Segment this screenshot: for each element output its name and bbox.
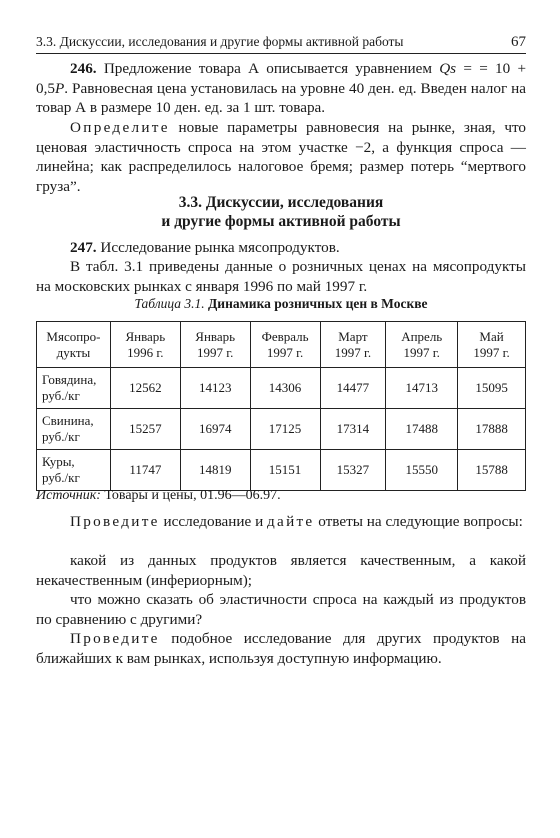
header-cell-mar-1997: Март 1997 г. (320, 322, 386, 368)
row-label-chicken: Куры, руб./кг (37, 450, 111, 491)
table-caption (36, 296, 526, 312)
final-task (36, 629, 526, 668)
table-cell: 12562 (110, 368, 180, 409)
table-cell: 14306 (250, 368, 320, 409)
table-cell: 15257 (110, 409, 180, 450)
table-cell: 14819 (180, 450, 250, 491)
table-source (36, 488, 526, 504)
problem-246-task (36, 118, 526, 196)
table-cell: 11747 (110, 450, 180, 491)
table-cell: 14713 (386, 368, 458, 409)
problem-246-statement (36, 59, 526, 118)
lead-verb-1: Проведите (70, 513, 160, 530)
section-heading-line2: и другие формы активной работы (161, 213, 401, 230)
table-caption-label: Таблица 3.1. (134, 296, 205, 311)
table-cell: 15788 (458, 450, 526, 491)
p-symbol: P (54, 79, 65, 97)
table-cell: 15327 (320, 450, 386, 491)
problem-247-number: 247. (70, 239, 97, 256)
qs-symbol: Qs (439, 60, 457, 77)
table-row-beef (37, 368, 526, 409)
problem-246-task-text: новые параметры равновесия на рынке, зная, что ценовая эластичность спроса на этом участке −2, а функция спроса — линейна; как распределилось налоговое бремя; размер потерь “мертвого груза”. (36, 119, 526, 195)
final-task-text: подобное исследование для других продуктов на ближайших к вам рынках, используя доступную информацию. (36, 630, 526, 667)
row-label-beef: Говядина, руб./кг (37, 368, 111, 409)
table-cell: 17314 (320, 409, 386, 450)
table-cell: 14123 (180, 368, 250, 409)
problem-247-description: В табл. 3.1 приведены данные о розничных ценах на мясопродукты на московских рынках с января 1996 по май 1997 г. (36, 258, 526, 295)
header-cell-jan-1997: Январь 1997 г. (180, 322, 250, 368)
lead-mid: исследование и (163, 513, 264, 530)
header-cell-may-1997: Май 1997 г. (458, 322, 526, 368)
table-cell: 17888 (458, 409, 526, 450)
questions-lead (36, 512, 526, 532)
question-1: какой из данных продуктов является качественным, а какой некачественным (инфериорным); (36, 552, 526, 589)
header-cell-apr-1997: Апрель 1997 г. (386, 322, 458, 368)
page-number: 67 (511, 34, 526, 50)
table-row-chicken (37, 450, 526, 491)
row-label-pork: Свинина, руб./кг (37, 409, 111, 450)
table-cell: 17488 (386, 409, 458, 450)
price-table (36, 321, 526, 491)
table-cell: 14477 (320, 368, 386, 409)
table-caption-title: Динамика розничных цен в Москве (208, 296, 428, 311)
problem-246-intro: Предложение товара А описывается уравнением (103, 60, 432, 77)
lead-verb-2: дайте (267, 513, 315, 530)
running-head (36, 34, 526, 51)
equation-rest: = = 10 + 0,5 (36, 60, 527, 97)
task-verb: Определите (70, 119, 170, 136)
problem-247-title: Исследование рынка мясопродуктов. (100, 239, 340, 256)
problem-247-heading (36, 238, 526, 258)
header-cell-products: Мясопро- дукты (37, 322, 111, 368)
header-rule (36, 53, 526, 54)
source-text: Товары и цены, 01.96—06.97. (104, 488, 281, 503)
table-cell: 15550 (386, 450, 458, 491)
final-verb: Проведите (70, 630, 160, 647)
lead-rest: ответы на следующие вопросы: (318, 513, 523, 530)
table-cell: 17125 (250, 409, 320, 450)
table-header-row (37, 322, 526, 368)
section-heading-line1: 3.3. Дискуссии, исследования (178, 194, 384, 211)
table-cell: 15151 (250, 450, 320, 491)
header-cell-jan-1996: Январь 1996 г. (110, 322, 180, 368)
source-label: Источник: (36, 488, 101, 503)
problem-246-conditions: . Равновесная цена установилась на уровне 40 ден. ед. Введен налог на товар А в размере 10 ден. ед. за 1 шт. товара. (36, 79, 526, 117)
running-head-title: 3.3. Дискуссии, исследования и другие формы активной работы (36, 34, 404, 49)
section-heading (36, 193, 526, 231)
question-2: что можно сказать об эластичности спроса на каждый из продуктов по сравнению с другими? (36, 591, 526, 628)
table-cell: 15095 (458, 368, 526, 409)
problem-246-number: 246. (70, 60, 97, 77)
table-row-pork (37, 409, 526, 450)
header-cell-feb-1997: Февраль 1997 г. (250, 322, 320, 368)
table-cell: 16974 (180, 409, 250, 450)
